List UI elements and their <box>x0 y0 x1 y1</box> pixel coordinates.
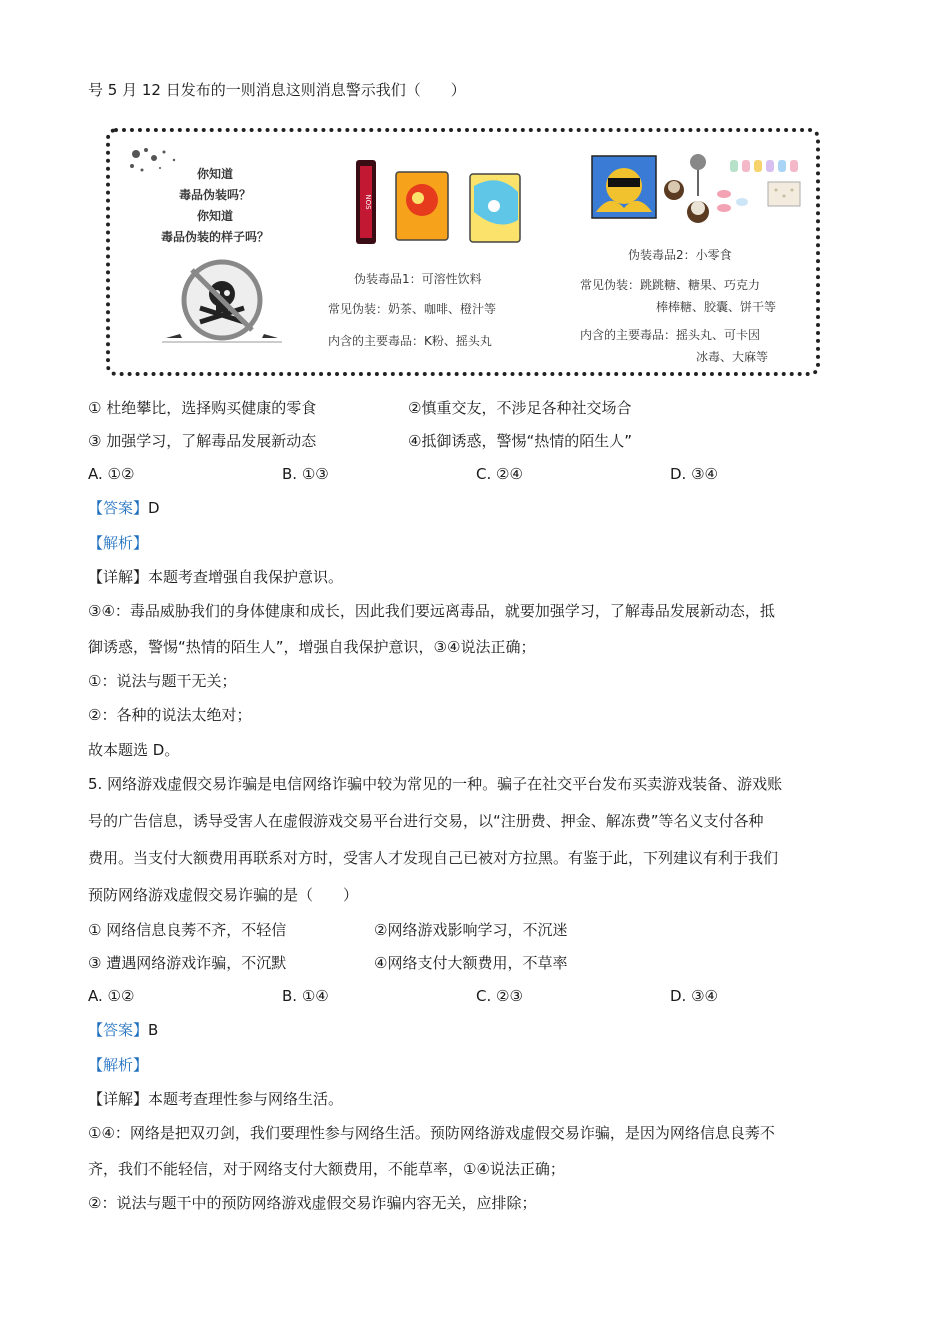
item1-contains: 内含的主要毒品：K粉、摇头丸 <box>328 334 492 348</box>
q4-explain-4: ②：各种的说法太绝对； <box>88 706 252 724</box>
drink-sachet-orange-icon <box>394 170 450 242</box>
q4-statement-3: ③ 加强学习，了解毒品发展新动态 <box>88 432 317 450</box>
q4-conclusion: 故本题选 D。 <box>88 741 180 759</box>
q5-option-c: C. ②③ <box>476 987 523 1005</box>
q4-option-b: B. ①③ <box>282 465 329 483</box>
q5-statement-3: ③ 遭遇网络游戏诈骗，不沉默 <box>88 954 287 972</box>
q5-option-a: A. ①② <box>88 987 135 1005</box>
q5-answer <box>88 1020 158 1040</box>
q5-stem-3: 费用。当支付大额费用再联系对方时，受害人才发现自己已被对方拉黑。有鉴于此，下列建议有利于我们 <box>88 849 779 867</box>
drink-sachet-blue-icon <box>468 172 522 244</box>
q5-explain-1: ①④：网络是把双刃剑，我们要理性参与网络生活。预防网络游戏虚假交易诈骗，是因为网络信息良莠不 <box>88 1124 775 1142</box>
q4-option-d: D. ③④ <box>670 465 718 483</box>
q4-statement-2: ②慎重交友，不涉足各种社交场合 <box>408 399 632 417</box>
q5-analysis-tag: 【解析】 <box>88 1056 149 1074</box>
q5-statement-1: ① 网络信息良莠不齐，不轻信 <box>88 921 287 939</box>
q4-statement-1: ① 杜绝攀比，选择购买健康的零食 <box>88 399 317 417</box>
item1-title: 伪装毒品1：可溶性饮料 <box>354 272 482 286</box>
item2-contains-1: 内含的主要毒品：摇头丸、可卡因 <box>580 328 761 342</box>
q5-explain-2: 齐，我们不能轻信，对于网络支付大额费用，不能草率，①④说法正确； <box>88 1160 565 1178</box>
q4-option-c: C. ②④ <box>476 465 523 483</box>
q4-option-a: A. ①② <box>88 465 135 483</box>
q4-explain-3: ①：说法与题干无关； <box>88 672 237 690</box>
q4-analysis-tag: 【解析】 <box>88 534 149 552</box>
answer-value: B <box>148 1021 159 1039</box>
q5-stem-1: 5. 网络游戏虚假交易诈骗是电信网络诈骗中较为常见的一种。骗子在社交平台发布买卖游戏装备、游戏账 <box>88 775 783 793</box>
q4-explain-2: 御诱惑，警惕“热情的陌生人”，增强自我保护意识，③④说法正确； <box>88 638 536 656</box>
q4-answer <box>88 498 160 518</box>
q5-stem-2: 号的广告信息，诱导受害人在虚假游戏交易平台进行交易，以“注册费、押金、解冻费”等名义支付各种 <box>88 812 764 830</box>
q5-option-b: B. ①④ <box>282 987 329 1005</box>
candies-icon <box>660 152 808 242</box>
item2-common-1: 常见伪装：跳跳糖、糖果、巧克力 <box>580 278 761 292</box>
svg-text:NOS: NOS <box>364 194 372 210</box>
no-drugs-skull-icon <box>158 256 288 350</box>
candy-box-icon <box>590 152 658 222</box>
q4-statement-4: ④抵御诱惑，警惕“热情的陌生人” <box>408 432 632 450</box>
q4-explain-1: ③④：毒品威胁我们的身体健康和成长，因此我们要远离毒品，就要加强学习，了解毒品发展新动态，抵 <box>88 602 775 620</box>
q4-detail: 【详解】本题考查增强自我保护意识。 <box>88 568 344 586</box>
item1-common: 常见伪装：奶茶、咖啡、橙汁等 <box>328 302 497 316</box>
answer-tag: 【答案】 <box>88 1021 149 1039</box>
answer-value: D <box>148 499 160 517</box>
poster-question: 你知道 毒品伪装吗？ 你知道 毒品伪装的样子吗？ <box>160 167 269 244</box>
item2-common-2: 棒棒糖、胶囊、饼干等 <box>656 300 777 314</box>
q4-stem-tail: 号 5 月 12 日发布的一则消息这则消息警示我们（ ） <box>88 81 466 99</box>
drug-disguise-poster <box>106 128 820 376</box>
item2-title: 伪装毒品2：小零食 <box>628 248 732 262</box>
drink-can-icon <box>354 156 378 248</box>
q5-explain-3: ②：说法与题干中的预防网络游戏虚假交易诈骗内容无关，应排除； <box>88 1194 537 1212</box>
q5-statement-4: ④网络支付大额费用，不草率 <box>374 954 568 972</box>
q5-option-d: D. ③④ <box>670 987 718 1005</box>
q5-statement-2: ②网络游戏影响学习，不沉迷 <box>374 921 568 939</box>
q5-stem-4: 预防网络游戏虚假交易诈骗的是（ ） <box>88 886 359 904</box>
answer-tag: 【答案】 <box>88 499 149 517</box>
item2-contains-2: 冰毒、大麻等 <box>696 350 769 364</box>
q5-detail: 【详解】本题考查理性参与网络生活。 <box>88 1090 344 1108</box>
